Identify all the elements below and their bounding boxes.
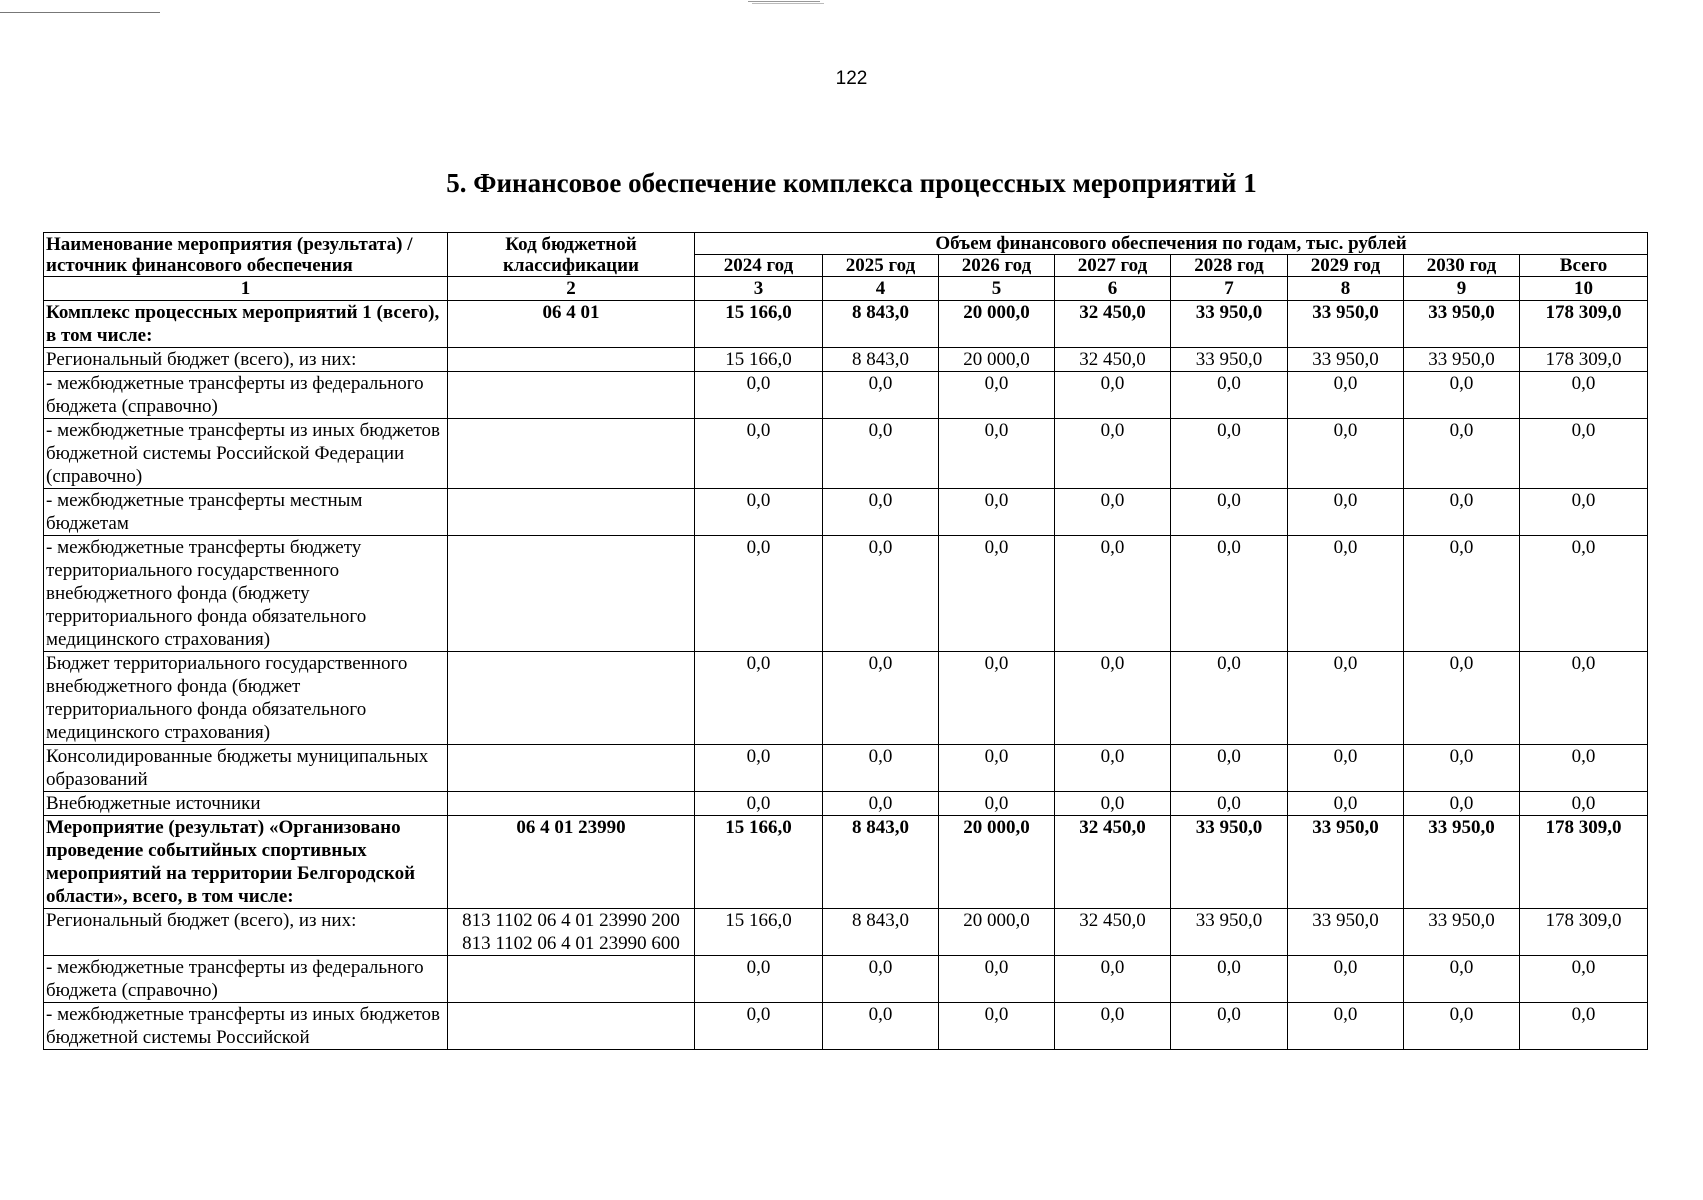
row-value: 0,0: [939, 536, 1055, 652]
row-value: 33 950,0: [1171, 816, 1288, 909]
row-value: 20 000,0: [939, 816, 1055, 909]
row-value: 0,0: [1520, 745, 1648, 792]
table-row: [44, 792, 1648, 816]
row-budget-code: [448, 536, 695, 652]
scan-artifact-line: [748, 1, 820, 2]
row-value: 0,0: [1520, 419, 1648, 489]
table-row: [44, 816, 1648, 909]
row-value: 32 450,0: [1055, 348, 1171, 372]
row-budget-code: [448, 348, 695, 372]
row-value: 0,0: [823, 956, 939, 1003]
row-value: 0,0: [695, 745, 823, 792]
row-budget-code: 06 4 01: [448, 301, 695, 348]
row-name: Региональный бюджет (всего), из них:: [44, 348, 448, 372]
row-value: 32 450,0: [1055, 816, 1171, 909]
row-value: 0,0: [939, 372, 1055, 419]
scan-artifact-line: [0, 12, 160, 13]
row-budget-code: [448, 956, 695, 1003]
row-name: - межбюджетные трансферты из иных бюджетов бюджетной системы Российской: [44, 1003, 448, 1050]
table-row: [44, 909, 1648, 956]
header-year: 2027 год: [1055, 255, 1171, 277]
row-value: 0,0: [1288, 956, 1404, 1003]
row-value: 0,0: [1288, 536, 1404, 652]
row-value: 0,0: [1404, 956, 1520, 1003]
row-budget-code: 06 4 01 23990: [448, 816, 695, 909]
row-value: 0,0: [1055, 372, 1171, 419]
column-number: 2: [448, 277, 695, 301]
row-name: Мероприятие (результат) «Организовано проведение событийных спортивных мероприятий на территории Белгородской области», всего, в том числе:: [44, 816, 448, 909]
header-code: Код бюджетной классификации: [448, 233, 695, 277]
row-name: - межбюджетные трансферты из федерального бюджета (справочно): [44, 956, 448, 1003]
row-value: 0,0: [1055, 792, 1171, 816]
row-budget-code: [448, 745, 695, 792]
row-value: 0,0: [695, 372, 823, 419]
row-value: 0,0: [1404, 1003, 1520, 1050]
page-number: 122: [835, 68, 868, 89]
row-budget-code: [448, 1003, 695, 1050]
column-number: 6: [1055, 277, 1171, 301]
row-value: 0,0: [695, 419, 823, 489]
row-value: 178 309,0: [1520, 348, 1648, 372]
row-value: 0,0: [1171, 489, 1288, 536]
row-value: 0,0: [1520, 489, 1648, 536]
row-value: 20 000,0: [939, 909, 1055, 956]
row-value: 0,0: [939, 419, 1055, 489]
row-value: 33 950,0: [1404, 909, 1520, 956]
row-value: 0,0: [1288, 792, 1404, 816]
column-number: 9: [1404, 277, 1520, 301]
row-value: 33 950,0: [1171, 909, 1288, 956]
row-value: 33 950,0: [1288, 301, 1404, 348]
table-row: [44, 956, 1648, 1003]
row-value: 0,0: [823, 372, 939, 419]
row-name: Бюджет территориального государственного внебюджетного фонда (бюджет территориального фонда обязательного медицинского страхования): [44, 652, 448, 745]
table-row: [44, 489, 1648, 536]
row-value: 33 950,0: [1171, 301, 1288, 348]
column-numbers-row: [44, 277, 1648, 301]
row-value: 0,0: [939, 956, 1055, 1003]
row-value: 0,0: [1171, 372, 1288, 419]
header-year: Всего: [1520, 255, 1648, 277]
row-value: 0,0: [1171, 956, 1288, 1003]
column-number: 5: [939, 277, 1055, 301]
row-value: 0,0: [1055, 745, 1171, 792]
row-value: 0,0: [1404, 652, 1520, 745]
row-value: 178 309,0: [1520, 301, 1648, 348]
row-value: 0,0: [695, 792, 823, 816]
row-value: 0,0: [1404, 745, 1520, 792]
table-row: [44, 536, 1648, 652]
row-value: 20 000,0: [939, 348, 1055, 372]
row-value: 0,0: [1171, 1003, 1288, 1050]
row-budget-code: [448, 489, 695, 536]
scan-artifact-line: [752, 3, 824, 4]
row-value: 0,0: [939, 792, 1055, 816]
row-value: 33 950,0: [1288, 816, 1404, 909]
row-budget-code: [448, 372, 695, 419]
row-value: 0,0: [823, 489, 939, 536]
row-value: 0,0: [1171, 536, 1288, 652]
header-year: 2025 год: [823, 255, 939, 277]
header-year: 2029 год: [1288, 255, 1404, 277]
row-value: 33 950,0: [1404, 816, 1520, 909]
financing-table: [43, 232, 1648, 1050]
row-value: 0,0: [939, 652, 1055, 745]
row-value: 0,0: [695, 956, 823, 1003]
document-title: 5. Финансовое обеспечение комплекса процессных мероприятий 1: [446, 168, 1257, 198]
row-value: 0,0: [1288, 1003, 1404, 1050]
row-value: 0,0: [1520, 792, 1648, 816]
header-year: 2028 год: [1171, 255, 1288, 277]
row-value: 0,0: [939, 1003, 1055, 1050]
row-value: 15 166,0: [695, 348, 823, 372]
row-value: 0,0: [695, 489, 823, 536]
row-budget-code: 813 1102 06 4 01 23990 200 813 1102 06 4 01 23990 600: [448, 909, 695, 956]
row-name: - межбюджетные трансферты бюджету территориального государственного внебюджетного фонда (бюджету территориального фонда обязательного медицинского страхования): [44, 536, 448, 652]
row-value: 33 950,0: [1288, 348, 1404, 372]
column-number: 4: [823, 277, 939, 301]
row-value: 8 843,0: [823, 301, 939, 348]
row-value: 15 166,0: [695, 301, 823, 348]
row-value: 0,0: [1404, 536, 1520, 652]
row-value: 0,0: [823, 745, 939, 792]
row-value: 0,0: [1520, 956, 1648, 1003]
row-value: 0,0: [1055, 652, 1171, 745]
table-row: [44, 652, 1648, 745]
header-year: 2024 год: [695, 255, 823, 277]
row-budget-code: [448, 792, 695, 816]
row-value: 0,0: [1288, 419, 1404, 489]
row-value: 0,0: [823, 536, 939, 652]
table-row: [44, 1003, 1648, 1050]
row-value: 0,0: [1055, 956, 1171, 1003]
table-row: [44, 372, 1648, 419]
row-value: 0,0: [1404, 489, 1520, 536]
row-value: 33 950,0: [1171, 348, 1288, 372]
row-value: 15 166,0: [695, 909, 823, 956]
row-value: 0,0: [1171, 652, 1288, 745]
column-number: 7: [1171, 277, 1288, 301]
row-value: 178 309,0: [1520, 816, 1648, 909]
table-row: [44, 348, 1648, 372]
row-name: - межбюджетные трансферты местным бюджетам: [44, 489, 448, 536]
header-name: Наименование мероприятия (результата) /источник финансового обеспечения: [44, 233, 448, 277]
row-value: 32 450,0: [1055, 909, 1171, 956]
row-value: 178 309,0: [1520, 909, 1648, 956]
row-value: 0,0: [1055, 536, 1171, 652]
column-number: 3: [695, 277, 823, 301]
row-value: 0,0: [1288, 652, 1404, 745]
header-year: 2030 год: [1404, 255, 1520, 277]
row-value: 0,0: [1055, 489, 1171, 536]
row-value: 0,0: [695, 652, 823, 745]
row-value: 0,0: [823, 792, 939, 816]
row-budget-code: [448, 652, 695, 745]
row-value: 33 950,0: [1288, 909, 1404, 956]
row-value: 0,0: [1288, 745, 1404, 792]
row-value: 0,0: [823, 419, 939, 489]
row-value: 0,0: [823, 1003, 939, 1050]
column-number: 10: [1520, 277, 1648, 301]
table-row: [44, 301, 1648, 348]
row-value: 0,0: [823, 652, 939, 745]
row-value: 0,0: [695, 1003, 823, 1050]
row-value: 8 843,0: [823, 348, 939, 372]
row-value: 0,0: [1404, 792, 1520, 816]
row-name: Комплекс процессных мероприятий 1 (всего), в том числе:: [44, 301, 448, 348]
row-value: 0,0: [1520, 652, 1648, 745]
row-value: 0,0: [1171, 792, 1288, 816]
column-number: 1: [44, 277, 448, 301]
row-name: - межбюджетные трансферты из федерального бюджета (справочно): [44, 372, 448, 419]
row-value: 0,0: [1288, 372, 1404, 419]
table-row: [44, 745, 1648, 792]
row-name: Региональный бюджет (всего), из них:: [44, 909, 448, 956]
row-value: 0,0: [1520, 536, 1648, 652]
row-value: 0,0: [1288, 489, 1404, 536]
row-value: 33 950,0: [1404, 301, 1520, 348]
row-value: 20 000,0: [939, 301, 1055, 348]
row-value: 33 950,0: [1404, 348, 1520, 372]
row-budget-code: [448, 419, 695, 489]
row-value: 0,0: [1520, 372, 1648, 419]
row-value: 0,0: [1404, 419, 1520, 489]
row-name: Консолидированные бюджеты муниципальных образований: [44, 745, 448, 792]
row-value: 32 450,0: [1055, 301, 1171, 348]
row-value: 0,0: [695, 536, 823, 652]
row-value: 0,0: [1171, 419, 1288, 489]
column-number: 8: [1288, 277, 1404, 301]
row-value: 8 843,0: [823, 816, 939, 909]
row-value: 0,0: [939, 489, 1055, 536]
header-year: 2026 год: [939, 255, 1055, 277]
row-value: 0,0: [1520, 1003, 1648, 1050]
row-name: - межбюджетные трансферты из иных бюджетов бюджетной системы Российской Федерации (справочно): [44, 419, 448, 489]
row-value: 0,0: [1171, 745, 1288, 792]
header-volume: Объем финансового обеспечения по годам, тыс. рублей: [695, 233, 1648, 255]
row-value: 0,0: [1055, 419, 1171, 489]
row-value: 0,0: [939, 745, 1055, 792]
table-header-row: [44, 233, 1648, 255]
row-name: Внебюджетные источники: [44, 792, 448, 816]
table-row: [44, 419, 1648, 489]
row-value: 8 843,0: [823, 909, 939, 956]
row-value: 0,0: [1404, 372, 1520, 419]
row-value: 15 166,0: [695, 816, 823, 909]
row-value: 0,0: [1055, 1003, 1171, 1050]
